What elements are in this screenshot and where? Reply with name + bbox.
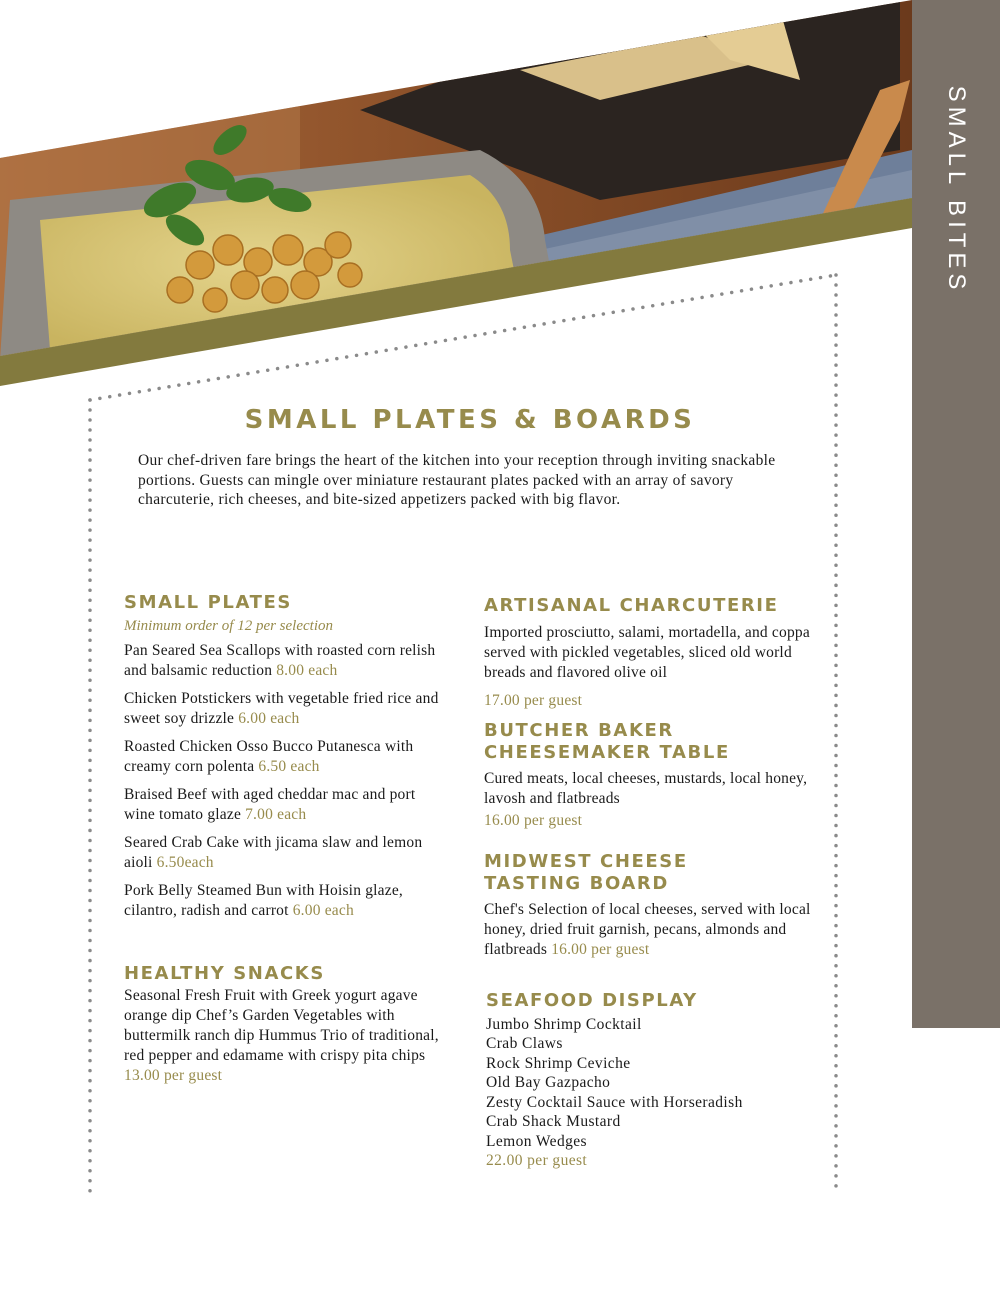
list-item: Lemon Wedges	[486, 1132, 587, 1150]
item-price: 6.00 each	[238, 709, 300, 727]
butcher-price: 16.00 per guest	[484, 812, 583, 829]
midwest-section	[484, 851, 824, 960]
small-plates-note: Minimum order of 12 per selection	[124, 617, 333, 634]
menu-item: Braised Beef with aged cheddar mac and port wine tomato glaze 7.00 each	[124, 785, 416, 823]
healthy-snacks-title: HEALTHY SNACKS	[124, 962, 325, 984]
menu-item: Roasted Chicken Osso Bucco Putanesca with creamy corn polenta 6.50 each	[124, 737, 414, 775]
seafood-price: 22.00 per guest	[486, 1152, 588, 1169]
butcher-title-line2: CHEESEMAKER TABLE	[484, 741, 730, 763]
butcher-section	[484, 720, 824, 831]
menu-item: Chicken Potstickers with vegetable fried rice and sweet soy drizzle 6.00 each	[124, 689, 439, 727]
list-item: Zesty Cocktail Sauce with Horseradish	[486, 1093, 743, 1111]
item-price: 13.00 per guest	[124, 1067, 223, 1084]
side-tab-label: SMALL BITES	[943, 85, 970, 295]
item-price: 6.50 each	[258, 757, 320, 775]
menu-item: Pork Belly Steamed Bun with Hoisin glaze, cilantro, radish and carrot 6.00 each	[124, 881, 403, 919]
charcuterie-section	[484, 595, 824, 711]
menu-item: Seared Crab Cake with jicama slaw and lemon aioli 6.50each	[124, 833, 423, 871]
list-item: Crab Claws	[486, 1035, 563, 1052]
midwest-title-line2: TASTING BOARD	[484, 872, 669, 894]
list-item: Jumbo Shrimp Cocktail	[486, 1015, 642, 1033]
charcuterie-description: Imported prosciutto, salami, mortadella, and coppa served with pickled vegetables, sliced old world breads and flavored olive oil	[484, 623, 810, 681]
seafood-section	[486, 990, 826, 1171]
intro-paragraph: Our chef-driven fare brings the heart of the kitchen into your reception through inviting snackable portions. Guests can mingle over miniature restaurant plates packed with an array of savory charcuterie, rich cheeses, and bite-sized appetizers packed with big flavor.	[138, 452, 776, 508]
list-item: Rock Shrimp Ceviche	[486, 1054, 631, 1072]
small-plates-title: SMALL PLATES	[124, 592, 292, 613]
midwest-title-line1: MIDWEST CHEESE	[484, 851, 688, 872]
hero-photo	[0, 0, 1000, 400]
list-item: Crab Shack Mustard	[486, 1113, 621, 1130]
menu-item: Pan Seared Sea Scallops with roasted corn relish and balsamic reduction 8.00 each	[124, 641, 436, 679]
left-column	[124, 592, 444, 1086]
item-price: 7.00 each	[245, 805, 307, 823]
butcher-description: Cured meats, local cheeses, mustards, local honey, lavosh and flatbreads	[484, 770, 808, 807]
item-price: 6.50each	[156, 853, 214, 871]
seafood-title: SEAFOOD DISPLAY	[486, 990, 698, 1011]
charcuterie-price: 17.00 per guest	[484, 691, 583, 709]
page-title: SMALL PLATES & BOARDS	[244, 405, 696, 435]
item-price: 16.00 per guest	[551, 941, 650, 958]
charcuterie-title: ARTISANAL CHARCUTERIE	[484, 595, 779, 616]
item-price: 6.00 each	[292, 901, 354, 919]
midwest-description: Chef's Selection of local cheeses, served with local honey, dried fruit garnish, pecans, almonds and flatbreads 16.00 per guest	[484, 901, 811, 958]
healthy-snacks-description: Seasonal Fresh Fruit with Greek yogurt agave orange dip Chef’s Garden Vegetables with buttermilk ranch dip Hummus Trio of traditional, red pepper and edamame with crispy pita chips 13.00 per guest	[124, 987, 439, 1084]
seafood-list	[486, 1015, 826, 1171]
list-item: Old Bay Gazpacho	[486, 1074, 611, 1091]
butcher-title-line1: BUTCHER BAKER	[484, 720, 674, 741]
item-price: 8.00 each	[276, 661, 338, 679]
